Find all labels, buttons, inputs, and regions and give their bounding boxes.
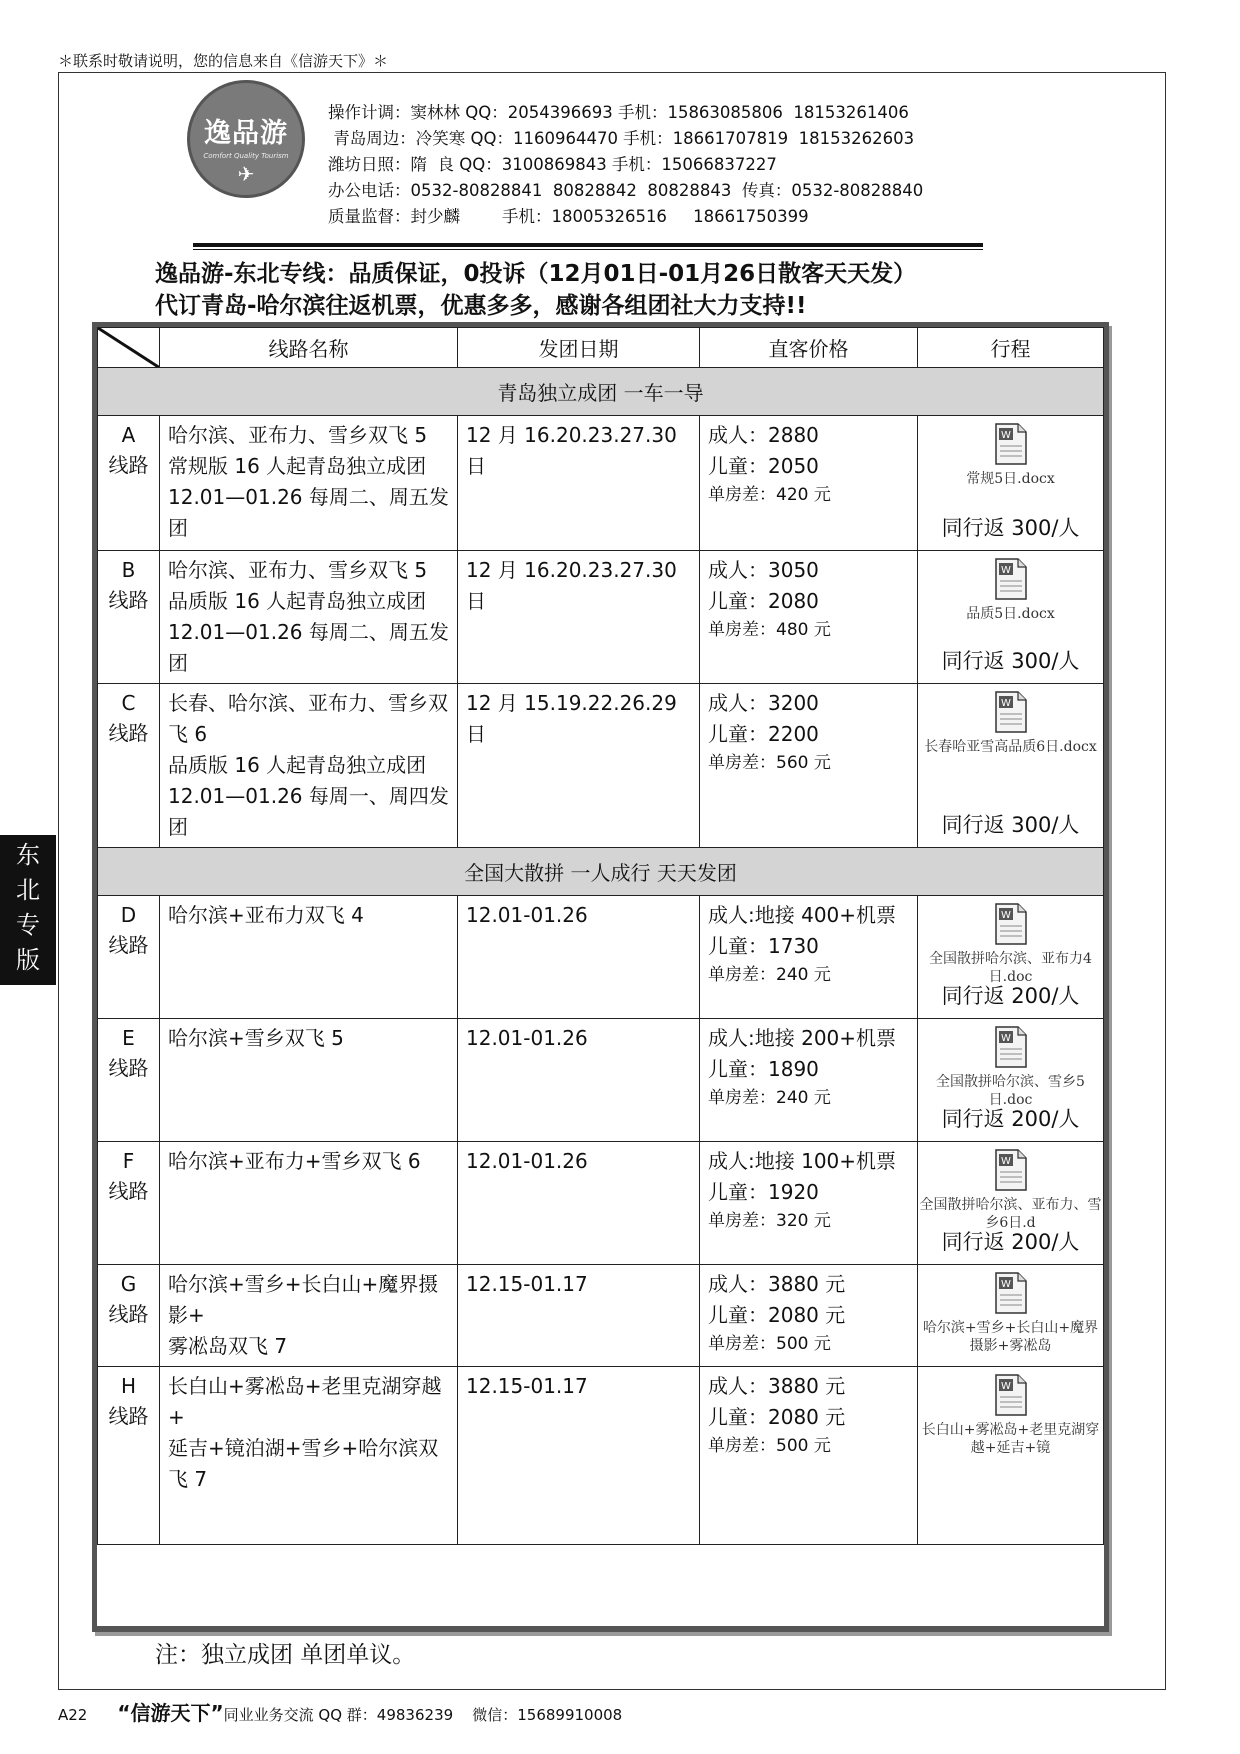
- route-name: [160, 896, 458, 1019]
- route-code: [98, 684, 160, 848]
- footnote: 注：独立成团 单团单议。: [155, 1642, 416, 1668]
- section-title: 全国大散拼 一人成行 天天发团: [98, 848, 1104, 896]
- agent-rebate: 同行返 300/人: [941, 649, 1080, 673]
- route-letter: A: [121, 423, 136, 447]
- depart-date: 12.01-01.26: [458, 1019, 700, 1142]
- route-letter: F: [122, 1149, 135, 1173]
- header-itinerary: 行程: [918, 328, 1104, 368]
- agent-rebate: 同行返 200/人: [941, 984, 1080, 1008]
- section-header-row: [98, 848, 1104, 896]
- agent-rebate: 同行返 300/人: [941, 516, 1080, 540]
- header-divider-thin: [193, 249, 983, 250]
- adult-price: 成人：3050: [708, 558, 819, 582]
- route-name-line: 12.01—01.26 每周一、周四发团: [168, 784, 449, 839]
- route-suffix: 线路: [108, 1302, 149, 1326]
- footer-brand: “信游天下”: [117, 1701, 224, 1725]
- header-diagonal-cell: [98, 328, 160, 368]
- child-price: 儿童：1920: [708, 1180, 819, 1204]
- itinerary-file-name[interactable]: 品质5日.docx: [966, 606, 1055, 622]
- route-code: [98, 1142, 160, 1265]
- route-name-line: 哈尔滨+亚布力+雪乡双飞 6: [168, 1149, 421, 1173]
- word-document-icon[interactable]: [994, 1025, 1028, 1069]
- itinerary-file-name[interactable]: 长春哈亚雪高品质6日.docx: [924, 739, 1097, 755]
- child-price: 儿童：2050: [708, 454, 819, 478]
- child-price: 儿童：2080: [708, 589, 819, 613]
- route-table: [97, 327, 1104, 1545]
- itinerary-cell: [918, 1019, 1104, 1142]
- side-tab-char: 东: [16, 841, 40, 869]
- header-price: 直客价格: [700, 328, 918, 368]
- route-name: [160, 1142, 458, 1265]
- word-document-icon[interactable]: [994, 1148, 1028, 1192]
- route-name-line: 哈尔滨+雪乡双飞 5: [168, 1026, 344, 1050]
- svg-text:W: W: [1000, 1381, 1011, 1392]
- contact-line-qingdao: 青岛周边：冷笑寒 QQ：1160964470 手机：18661707819 18153262603: [328, 129, 915, 148]
- headline-line-1: 逸品游-东北专线：品质保证，0投诉（12月01日-01月26日散客天天发）: [155, 261, 917, 287]
- route-suffix: 线路: [108, 721, 149, 745]
- route-suffix: 线路: [108, 588, 149, 612]
- route-name-line: 哈尔滨、亚布力、雪乡双飞 5: [168, 558, 428, 582]
- adult-price: 成人：3880 元: [708, 1374, 846, 1398]
- route-suffix: 线路: [108, 1404, 149, 1428]
- route-name-line: 哈尔滨+雪乡+长白山+魔界摄影+: [168, 1272, 439, 1327]
- word-document-icon[interactable]: [994, 1271, 1028, 1315]
- price-cell: [700, 1019, 918, 1142]
- single-supplement: 单房差：560 元: [708, 753, 831, 773]
- table-row: [98, 1019, 1104, 1142]
- adult-price: 成人:地接 100+机票: [708, 1149, 897, 1173]
- table-header-row: [98, 328, 1104, 368]
- price-cell: [700, 684, 918, 848]
- logo-name: 逸品游: [204, 118, 288, 149]
- route-name-line: 品质版 16 人起青岛独立成团: [168, 589, 427, 613]
- adult-price: 成人:地接 200+机票: [708, 1026, 897, 1050]
- itinerary-cell: [918, 1367, 1104, 1545]
- depart-date: 12 月 16.20.23.27.30 日: [458, 416, 700, 551]
- route-name: [160, 1367, 458, 1545]
- footer-contact: 同业业务交流 QQ 群：49836239 微信：15689910008: [223, 1706, 623, 1724]
- adult-price: 成人：3880 元: [708, 1272, 846, 1296]
- price-cell: [700, 1265, 918, 1367]
- route-letter: B: [121, 558, 136, 582]
- adult-price: 成人：2880: [708, 423, 819, 447]
- agent-rebate: 同行返 200/人: [941, 1230, 1080, 1254]
- table-row: [98, 1367, 1104, 1545]
- child-price: 儿童：2080 元: [708, 1303, 846, 1327]
- route-name: [160, 551, 458, 684]
- route-name-line: 哈尔滨、亚布力、雪乡双飞 5: [168, 423, 428, 447]
- price-cell: [700, 551, 918, 684]
- itinerary-cell: [918, 551, 1104, 684]
- svg-text:W: W: [1000, 1279, 1011, 1290]
- itinerary-file-name[interactable]: 全国散拼哈尔滨、雪乡5日.doc: [936, 1074, 1085, 1108]
- single-supplement: 单房差：420 元: [708, 485, 831, 505]
- route-suffix: 线路: [108, 453, 149, 477]
- section-title: 青岛独立成团 一车一导: [98, 368, 1104, 416]
- header-divider-thick: [193, 243, 983, 247]
- route-name-line: 延吉+镜泊湖+雪乡+哈尔滨双飞 7: [168, 1436, 439, 1491]
- depart-date: 12.15-01.17: [458, 1367, 700, 1545]
- adult-price: 成人：3200: [708, 691, 819, 715]
- header-note: ＊联系时敬请说明，您的信息来自《信游天下》＊: [58, 52, 389, 70]
- single-supplement: 单房差：480 元: [708, 620, 831, 640]
- section-header-row: [98, 368, 1104, 416]
- route-letter: E: [122, 1026, 135, 1050]
- itinerary-file-name[interactable]: 长白山+雾凇岛+老里克湖穿越+延吉+镜: [921, 1422, 1100, 1456]
- airplane-icon: ✈: [237, 162, 255, 186]
- logo-tagline: Comfort Quality Tourism: [203, 152, 289, 160]
- table-row: [98, 896, 1104, 1019]
- word-document-icon[interactable]: [994, 422, 1028, 466]
- route-code: [98, 1019, 160, 1142]
- word-document-icon[interactable]: [994, 690, 1028, 734]
- headline: [155, 258, 916, 322]
- price-cell: [700, 1142, 918, 1265]
- page-footer: [58, 1697, 622, 1726]
- depart-date: 12.01-01.26: [458, 1142, 700, 1265]
- agent-rebate: 同行返 300/人: [941, 813, 1080, 837]
- route-code: [98, 551, 160, 684]
- word-document-icon[interactable]: [994, 1373, 1028, 1417]
- child-price: 儿童：2080 元: [708, 1405, 846, 1429]
- diagonal-line-icon: [98, 328, 160, 368]
- child-price: 儿童：1890: [708, 1057, 819, 1081]
- contact-block: [328, 100, 923, 230]
- route-suffix: 线路: [108, 1056, 149, 1080]
- svg-text:W: W: [1000, 1156, 1011, 1167]
- itinerary-cell: [918, 896, 1104, 1019]
- itinerary-cell: [918, 1142, 1104, 1265]
- depart-date: 12.01-01.26: [458, 896, 700, 1019]
- child-price: 儿童：2200: [708, 722, 819, 746]
- depart-date: 12 月 15.19.22.26.29 日: [458, 684, 700, 848]
- contact-line-weifang: 潍坊日照：隋 良 QQ：3100869843 手机：15066837227: [328, 155, 777, 174]
- itinerary-file-name[interactable]: 常规5日.docx: [966, 471, 1055, 487]
- svg-text:W: W: [1000, 910, 1011, 921]
- route-code: [98, 1265, 160, 1367]
- route-name: [160, 1019, 458, 1142]
- table-row: [98, 1265, 1104, 1367]
- route-code: [98, 416, 160, 551]
- route-letter: C: [121, 691, 136, 715]
- itinerary-cell: [918, 684, 1104, 848]
- header-depart-date: 发团日期: [458, 328, 700, 368]
- route-suffix: 线路: [108, 1179, 149, 1203]
- side-tab-char: 版: [16, 946, 40, 974]
- route-name-line: 12.01—01.26 每周二、周五发团: [168, 485, 449, 540]
- route-name-line: 雾凇岛双飞 7: [168, 1334, 288, 1358]
- single-supplement: 单房差：320 元: [708, 1211, 831, 1231]
- itinerary-file-name[interactable]: 全国散拼哈尔滨、亚布力、雪乡6日.d: [919, 1197, 1102, 1231]
- contact-line-quality: 质量监督：封少麟 手机：18005326516 18661750399: [328, 207, 809, 226]
- single-supplement: 单房差：500 元: [708, 1334, 831, 1354]
- itinerary-file-name[interactable]: 哈尔滨+雪乡+长白山+魔界摄影+雾凇岛: [922, 1320, 1099, 1354]
- route-name: [160, 416, 458, 551]
- company-logo: [187, 80, 305, 198]
- side-tab-char: 专: [16, 911, 40, 939]
- price-cell: [700, 896, 918, 1019]
- child-price: 儿童：1730: [708, 934, 819, 958]
- contact-line-operator: 操作计调：窦林林 QQ：2054396693 手机：15863085806 18153261406: [328, 103, 909, 122]
- single-supplement: 单房差：240 元: [708, 965, 831, 985]
- route-suffix: 线路: [108, 933, 149, 957]
- itinerary-file-name[interactable]: 全国散拼哈尔滨、亚布力4日.doc: [929, 951, 1092, 985]
- route-code: [98, 896, 160, 1019]
- route-name-line: 长白山+雾凇岛+老里克湖穿越+: [168, 1374, 442, 1429]
- page-number: A22: [58, 1706, 88, 1724]
- route-letter: D: [120, 903, 137, 927]
- route-name-line: 哈尔滨+亚布力双飞 4: [168, 903, 364, 927]
- depart-date: 12.15-01.17: [458, 1265, 700, 1367]
- price-cell: [700, 1367, 918, 1545]
- header-route-name: 线路名称: [160, 328, 458, 368]
- side-tab-char: 北: [16, 876, 40, 904]
- svg-text:W: W: [1000, 430, 1011, 441]
- route-name-line: 12.01—01.26 每周二、周五发团: [168, 620, 449, 675]
- route-name-line: 常规版 16 人起青岛独立成团: [168, 454, 427, 478]
- depart-date: 12 月 16.20.23.27.30 日: [458, 551, 700, 684]
- route-name: [160, 1265, 458, 1367]
- contact-line-office: 办公电话：0532-80828841 80828842 80828843 传真：0532-80828840: [328, 181, 924, 200]
- agent-rebate: 同行返 200/人: [941, 1107, 1080, 1131]
- word-document-icon[interactable]: [994, 557, 1028, 601]
- itinerary-cell: [918, 416, 1104, 551]
- table-row: [98, 684, 1104, 848]
- itinerary-cell: [918, 1265, 1104, 1367]
- table-row: [98, 416, 1104, 551]
- svg-text:W: W: [1000, 565, 1011, 576]
- single-supplement: 单房差：500 元: [708, 1436, 831, 1456]
- route-name-line: 飞 6: [168, 722, 208, 746]
- route-name-line: 品质版 16 人起青岛独立成团: [168, 753, 427, 777]
- route-name: [160, 684, 458, 848]
- route-name-line: 长春、哈尔滨、亚布力、雪乡双: [168, 691, 448, 715]
- side-tab-northeast: [0, 835, 56, 985]
- single-supplement: 单房差：240 元: [708, 1088, 831, 1108]
- headline-line-2: 代订青岛-哈尔滨往返机票，优惠多多，感谢各组团社大力支持!!: [155, 293, 807, 319]
- word-document-icon[interactable]: [994, 902, 1028, 946]
- route-table-frame: [92, 322, 1109, 1632]
- route-letter: G: [120, 1272, 137, 1296]
- svg-text:W: W: [1000, 698, 1011, 709]
- svg-text:W: W: [1000, 1033, 1011, 1044]
- route-code: [98, 1367, 160, 1545]
- table-row: [98, 551, 1104, 684]
- adult-price: 成人:地接 400+机票: [708, 903, 897, 927]
- route-letter: H: [120, 1374, 137, 1398]
- price-cell: [700, 416, 918, 551]
- table-row: [98, 1142, 1104, 1265]
